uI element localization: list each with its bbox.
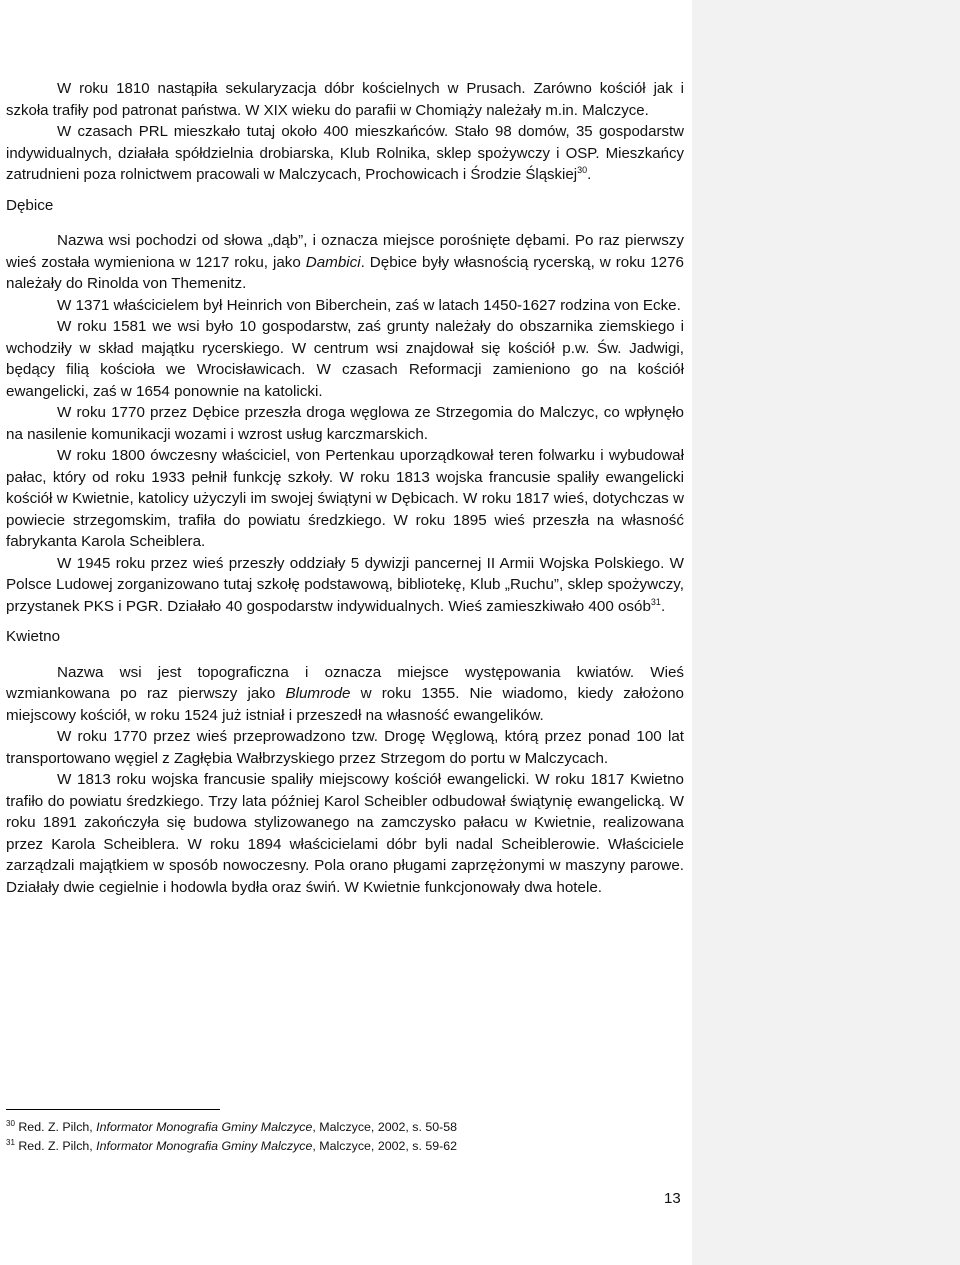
footnote-number: 30 [6, 1118, 15, 1128]
footnote-number: 31 [6, 1137, 15, 1147]
paragraph-debice-1945-text: W 1945 roku przez wieś przeszły oddziały 5 dywizji pancernej II Armii Wojska Polskiego. W Polsce Ludowej zorganizowano tutaj szkołę podstawową, bibliotekę, Klub „Ruchu”, sklep spożywczy, przystanek PKS i PGR. Działało 40 gospodarstw indywidualnych. Wieś zamieszkiwało 400 osób [6, 554, 684, 615]
paragraph-debice-1371: W 1371 właścicielem był Heinrich von Biberchein, zaś w latach 1450-1627 rodzina von Ecke. [57, 296, 681, 314]
footnote-31 [6, 1137, 686, 1156]
paragraph-kwietno-name [6, 662, 684, 727]
paragraph-debice-1800: W roku 1800 ówczesny właściciel, von Pertenkau uporządkował teren folwarku i wybudował pałac, który od roku 1933 pełnił funkcję szkoły. W roku 1813 wojska francusie spaliły ewangelicki kościół w Kwietnie, katolicy użyczyli im swojej świątyni w Dębicach. W roku 1817 wieś, dotychczas w powiecie strzegomskim, trafiła do powiatu średzkiego. W roku 1895 wieś przeszła na własność fabrykanta Karola Scheiblera. [6, 447, 684, 550]
footnote-ref-31[interactable]: 31 [650, 596, 661, 607]
heading-kwietno: Kwietno [6, 628, 61, 645]
paragraph-kwietno-1813: W 1813 roku wojska francusie spaliły miejscowy kościół ewangelicki. W roku 1817 Kwietno trafiło do powiatu średzkiego. Trzy lata później Karol Scheibler odbudował świątynię ewangelicką. W roku 1891 zakończyła się budowa stylizowanego na zamczysko pałacu w Kwietnie, realizowana przez Karola Scheiblera. W roku 1894 właścicielami dóbr byli nadal Scheiblerowie. Właściciele zarządzali majątkiem w sposób nowoczesny. Pola orano pługami zaprzężonymi w maszyny parowe. Działały dwie cegielnie i hodowla bydła oraz świń. W Kwietnie funkcjonowały dwa hotele. [6, 771, 684, 896]
paragraph-secularization: W roku 1810 nastąpiła sekularyzacja dóbr kościelnych w Prusach. Zarówno kościół jak i szkoła trafiły pod patronat państwa. W XIX wieku do parafii w Chomiąży należały m.in. Malczyce. [6, 80, 684, 119]
footnote-text-a: Red. Z. Pilch, [14, 1138, 97, 1153]
paragraph-kwietno-name-b: w roku 1355. Nie wiadomo, kiedy założono miejscowy kościół, w roku 1524 już istniał i przeszedł na własność ewangelików. [6, 685, 685, 724]
paragraph-debice-1770: W roku 1770 przez Dębice przeszła droga węglowa ze Strzegomia do Malczyc, co wpłynęło na nasilenie komunikacji wozami i wzrost usług karczmarskich. [6, 404, 684, 443]
footnote-title: Informator Monografia Gminy Malczyce [96, 1120, 313, 1134]
paragraph-prl-end: . [587, 166, 592, 183]
body-text [6, 78, 684, 898]
heading-debice: Dębice [6, 196, 54, 214]
paragraph-debice-1581: W roku 1581 we wsi było 10 gospodarstw, zaś grunty należały do obszarnika ziemskiego i wchodziły w skład majątku rycerskiego. W centrum wsi znajdował się kościół p.w. Św. Jadwigi, będący filią kościoła we Wrocisławicach. W czasach Reformacji zamieniono go na kościół ewangelicki, zaś w 1654 ponownie na katolicki. [6, 318, 684, 400]
paragraph-debice-name-b: . Dębice były własnością rycerską, w roku 1276 należały do Rinolda von Themenitz. [6, 253, 684, 292]
footnote-text-a: Red. Z. Pilch, [14, 1120, 97, 1134]
footnotes [6, 1118, 686, 1155]
paragraph-kwietno-1770: W roku 1770 przez wieś przeprowadzono tzw. Drogę Węglową, którą przez ponad 100 lat transportowano węgiel z Zagłębia Wałbrzyskiego przez Strzegom do portu w Malczycach. [6, 728, 684, 767]
paragraph-debice-1945-end: . [660, 597, 666, 615]
page-number: 13 [664, 1190, 681, 1207]
paragraph-debice-name [6, 230, 684, 295]
footnote-text-b: , Malczyce, 2002, s. 50-58 [312, 1120, 458, 1134]
footnote-separator [6, 1109, 220, 1110]
paragraph-debice-name-italic: Dambici [305, 253, 361, 271]
paragraph-prl-text: W czasach PRL mieszkało tutaj około 400 mieszkańców. Stało 98 domów, 35 gospodarstw indywidualnych, działała spółdzielnia drobiarska, Klub Rolnika, sklep spożywczy i OSP. Mieszkańcy zatrudnieni poza rolnictwem pracowali w Malczycach, Prochowicach i Środzie Śląskiej [6, 123, 684, 183]
paragraph-kwietno-name-a: Nazwa wsi jest topograficzna i oznacza miejsce występowania kwiatów. Wieś wzmiankowana po raz pierwszy jako [6, 663, 684, 702]
paragraph-debice-1945 [6, 553, 684, 618]
footnote-30 [6, 1118, 686, 1137]
paragraph-kwietno-name-italic: Blumrode [285, 685, 351, 702]
footnote-ref-30[interactable]: 30 [577, 165, 588, 175]
paragraph-prl [6, 121, 684, 186]
footnote-title: Informator Monografia Gminy Malczyce [96, 1138, 313, 1153]
footnote-text-b: , Malczyce, 2002, s. 59-62 [312, 1138, 458, 1153]
paragraph-debice-name-a: Nazwa wsi pochodzi od słowa „dąb”, i oznacza miejsce porośnięte dębami. Po raz pierwszy wieś została wymieniona w 1217 roku, jako [6, 232, 684, 271]
comment-margin [692, 0, 960, 1265]
